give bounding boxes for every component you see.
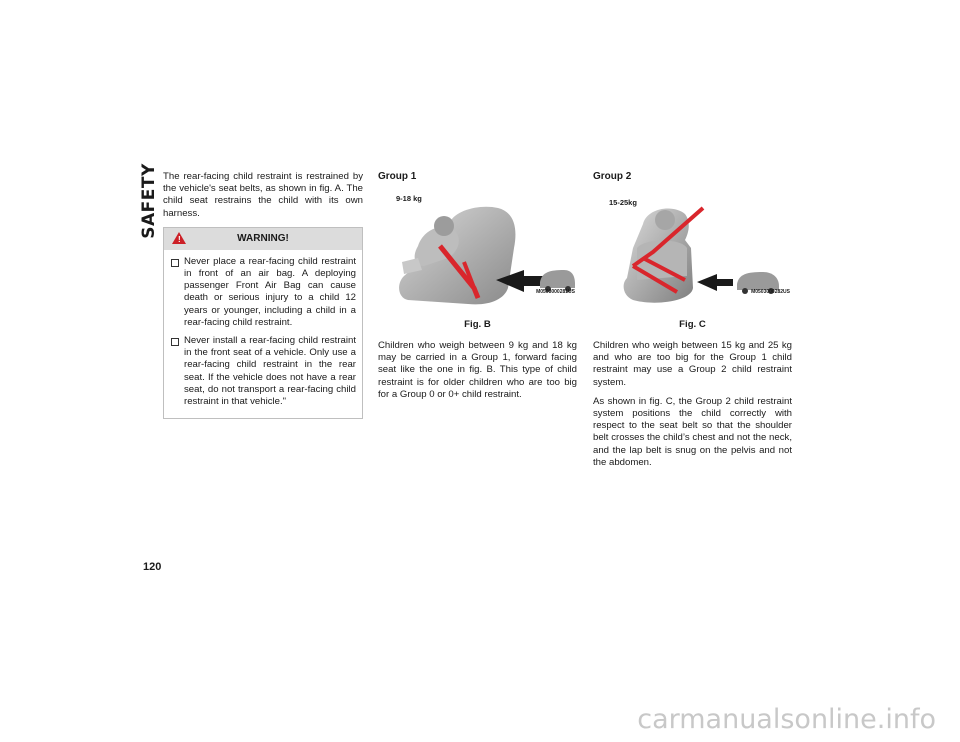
warning-item-text: Never install a rear-facing child restraint in the front seat of a vehicle. Only use a rear-facing child restraint in the rear seat. If the vehicle does not have a rear seat, do not transport a rear-facing child restraint in that vehicle." — [184, 335, 356, 408]
warning-item — [170, 335, 356, 408]
warning-item — [170, 256, 356, 329]
warning-list — [164, 250, 362, 418]
group2-paragraph-2: As shown in fig. C, the Group 2 child restraint system positions the child correctly with respect to the seat belt so that the shoulder belt crosses the child’s chest and not the neck, and the lap belt is snug on the pelvis and not the abdomen. — [593, 395, 792, 468]
weight-label: 15-25kg — [609, 198, 637, 207]
figure-b — [378, 188, 577, 316]
exclamation-icon: ! — [178, 234, 181, 244]
column-right — [593, 171, 792, 476]
figure-code: M0503000281US — [536, 289, 575, 295]
figure-b-caption: Fig. B — [464, 319, 491, 330]
warning-header — [164, 228, 362, 250]
column-left — [163, 171, 363, 419]
intro-paragraph: The rear-facing child restraint is restrained by the vehicle's seat belts, as shown in fig. A. The child seat restrains the child with its own harness. — [163, 171, 363, 219]
group1-paragraph: Children who weigh between 9 kg and 18 kg may be carried in a Group 1, forward facing seat like the one in fig. B. This type of child restraint is for older children who are too big for a Group 0 or 0+ child restraint. — [378, 340, 577, 400]
weight-label: 9-18 kg — [396, 194, 422, 203]
page-number: 120 — [143, 561, 162, 573]
section-tab-label: SAFETY — [139, 163, 159, 239]
figure-c — [593, 188, 792, 316]
warning-title: WARNING! — [237, 232, 289, 244]
warning-item-text: Never place a rear-facing child restraint in front of an air bag. A deploying passenger Front Air Bag can cause death or serious injury to a child 12 years or younger, including a child in a rear-facing child restraint. — [184, 255, 356, 328]
section-tab — [139, 163, 159, 239]
checkbox-bullet-icon — [171, 259, 179, 267]
watermark: carmanualsonline.info — [637, 704, 936, 735]
group2-seat-illustration — [593, 188, 792, 316]
warning-box — [163, 227, 363, 419]
figure-c-caption: Fig. C — [679, 319, 706, 330]
figure-code: M0503000282US — [751, 289, 790, 295]
group2-paragraph-1: Children who weigh between 15 kg and 25 kg and who are too big for the Group 1 child restraint may use a Group 2 child restraint system. — [593, 340, 792, 388]
group2-heading: Group 2 — [593, 171, 632, 182]
checkbox-bullet-icon — [171, 338, 179, 346]
group1-seat-illustration — [378, 188, 577, 316]
column-middle — [378, 171, 577, 408]
group1-heading: Group 1 — [378, 171, 417, 182]
